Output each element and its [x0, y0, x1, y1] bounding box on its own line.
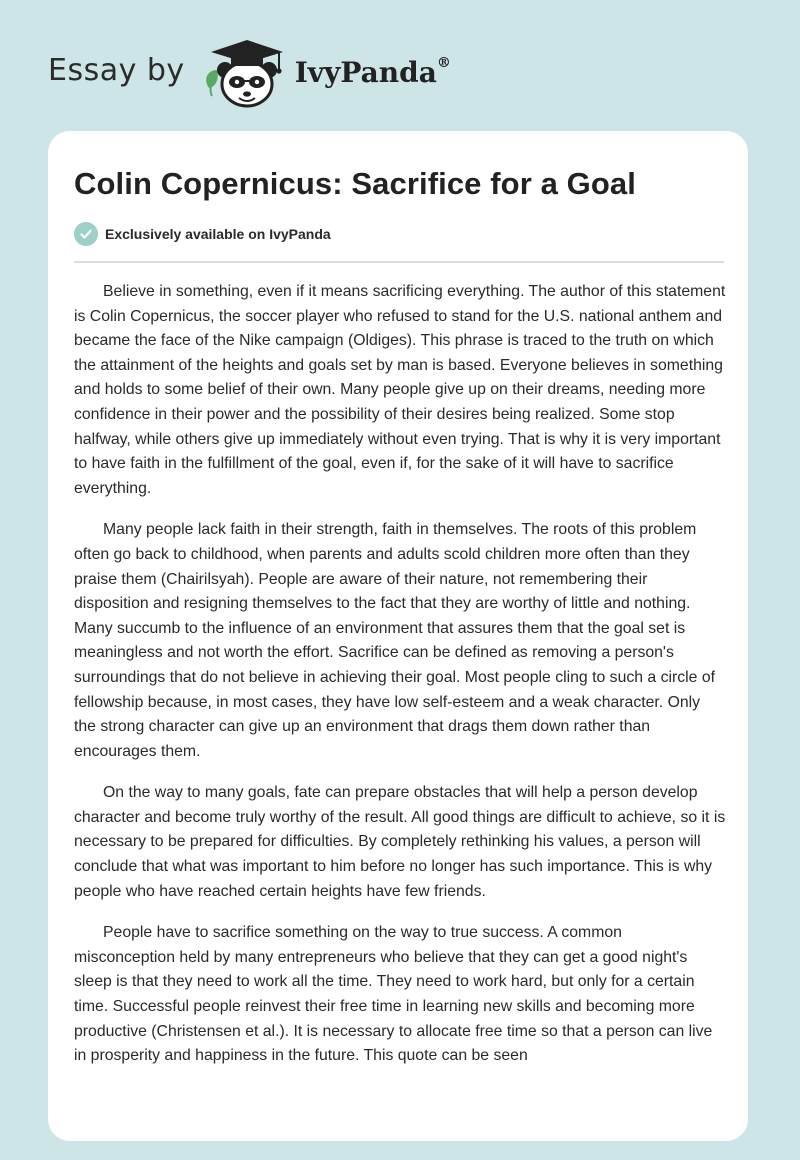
essay-body: [74, 280, 726, 1086]
essay-paragraph: Many people lack faith in their strength, faith in themselves. The roots of this problem often go back to childhood, when parents and adults scold children more often than they praise them (Chairilsyah). People are aware of their nature, not remembering their disposition and resigning themselves to the fact that they are worthy of little and nothing. Many succumb to the influence of an environment that assures them that the goal set is meaningless and not worth the effort. Sacrifice can be defined as removing a person's surroundings that do not believe in achieving their goal. Most people cling to such a circle of fellowship because, in most cases, they have low self-esteem and a weak character. Only the strong character can give up an environment that drags them down rather than encourages them.: [74, 521, 716, 760]
essay-card: [48, 131, 748, 1141]
essay-paragraph: On the way to many goals, fate can prepare obstacles that will help a person develop character and become truly worthy of the result. All good things are difficult to achieve, so it is necessary to be prepared for difficulties. By completely rethinking his values, a person will conclude that what was important to him before no longer has such importance. This is why people who have reached certain heights have few friends.: [74, 784, 726, 900]
essay-paragraph: People have to sacrifice something on the way to true success. A common misconception held by many entrepreneurs who believe that they can get a good night's sleep is that they need to work all the time. They need to work hard, but only for a certain time. Successful people reinvest their free time in learning new skills and becoming more productive (Christensen et al.). It is necessary to allocate free time so that a person can live in prosperity and happiness in the future. This quote can be seen: [74, 924, 713, 1065]
page-title: Colin Copernicus: Sacrifice for a Goal: [74, 166, 636, 201]
title-divider: [74, 261, 724, 263]
essay-by-label: Essay by: [48, 52, 185, 88]
essay-paragraph: Believe in something, even if it means sacrificing everything. The author of this statement is Colin Copernicus, the soccer player who refused to stand for the U.S. national anthem and became the face of the Nike campaign (Oldiges). This phrase is traced to the truth on which the attainment of the heights and goals set by man is based. Everyone believes in something and holds to some belief of their own. Many people give up on their dreams, needing more confidence in their power and the possibility of their desires being realized. Some stop halfway, while others give up immediately without even trying. That is why it is very important to have faith in the fulfillment of the goal, even if, for the sake of it will have to sacrifice everything.: [74, 283, 726, 497]
check-icon: [74, 222, 98, 246]
brand-name-text: IvyPanda: [294, 55, 437, 89]
site-header: [48, 36, 508, 112]
exclusive-badge-text: Exclusively available on IvyPanda: [105, 226, 331, 242]
brand-name[interactable]: [295, 56, 451, 89]
exclusive-badge: [74, 222, 331, 246]
panda-logo-icon[interactable]: [199, 36, 291, 112]
registered-mark: ®: [436, 55, 451, 72]
